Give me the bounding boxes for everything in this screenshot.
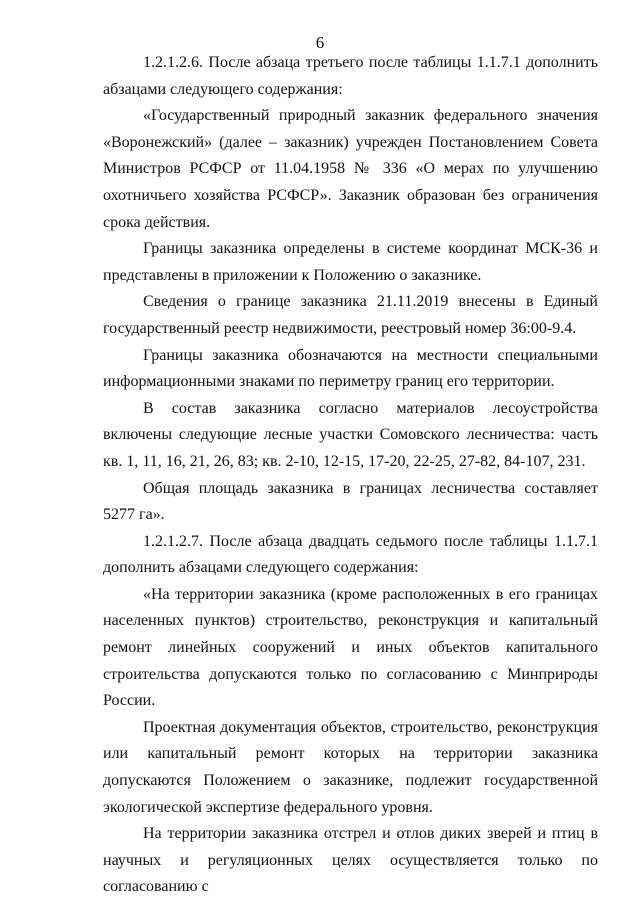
paragraph-amendment-1-2-1-2-7: 1.2.1.2.7. После абзаца двадцать седьмого после таблицы 1.1.7.1 дополнить абзацами следующего содержания: — [103, 532, 598, 577]
paragraph-hunting-regulation: На территории заказника отстрел и отлов диких зверей и птиц в научных и регуляционных целях осуществляется только по согласованию с — [103, 825, 598, 896]
document-body — [103, 50, 598, 901]
paragraph-ecological-expertise: Проектная документация объектов, строительство, реконструкция или капитальный ремонт которых на территории заказника допускаются Положением о заказнике, подлежит государственной экологической экспертизе федерального уровня. — [103, 718, 598, 816]
page-number: 6 — [315, 33, 325, 52]
paragraph-reserve-establishment: «Государственный природный заказник федерального значения «Воронежский» (далее – заказник) учрежден Постановлением Совета Министров РСФСР от 11.04.1958 № 336 «О мерах по улучшению охотничьего хозяйства РСФСР». Заказник образован без ограничения срока действия. — [103, 107, 598, 231]
paragraph-amendment-1-2-1-2-6: 1.2.1.2.6. После абзаца третьего после таблицы 1.1.7.1 дополнить абзацами следующего содержания: — [103, 54, 598, 98]
paragraph-total-area: Общая площадь заказника в границах лесничества составляет 5277 га». — [103, 479, 598, 524]
paragraph-registry-info: Сведения о границе заказника 21.11.2019 внесены в Единый государственный реестр недвижимости, реестровый номер 36:00-9.4. — [103, 293, 598, 337]
paragraph-construction-restrictions: «На территории заказника (кроме расположенных в его границах населенных пунктов) строительство, реконструкция и капитальный ремонт линейных сооружений и иных объектов капитального строительства допускаются только по согласованию с Минприроды России. — [103, 585, 598, 710]
paragraph-reserve-boundaries: Границы заказника определены в системе координат МСК-36 и представлены в приложении к Положению о заказнике. — [103, 240, 598, 284]
paragraph-forest-plots: В состав заказника согласно материалов лесоустройства включены следующие лесные участки Сомовского лесничества: часть кв. 1, 11, 16, 21, 26, 83; кв. 2-10, 12-15, 17-20, 22-25, 27-82, 84-107, 231. — [103, 399, 598, 470]
paragraph-boundary-markers: Границы заказника обозначаются на местности специальными информационными знаками по периметру границ его территории. — [103, 346, 598, 391]
